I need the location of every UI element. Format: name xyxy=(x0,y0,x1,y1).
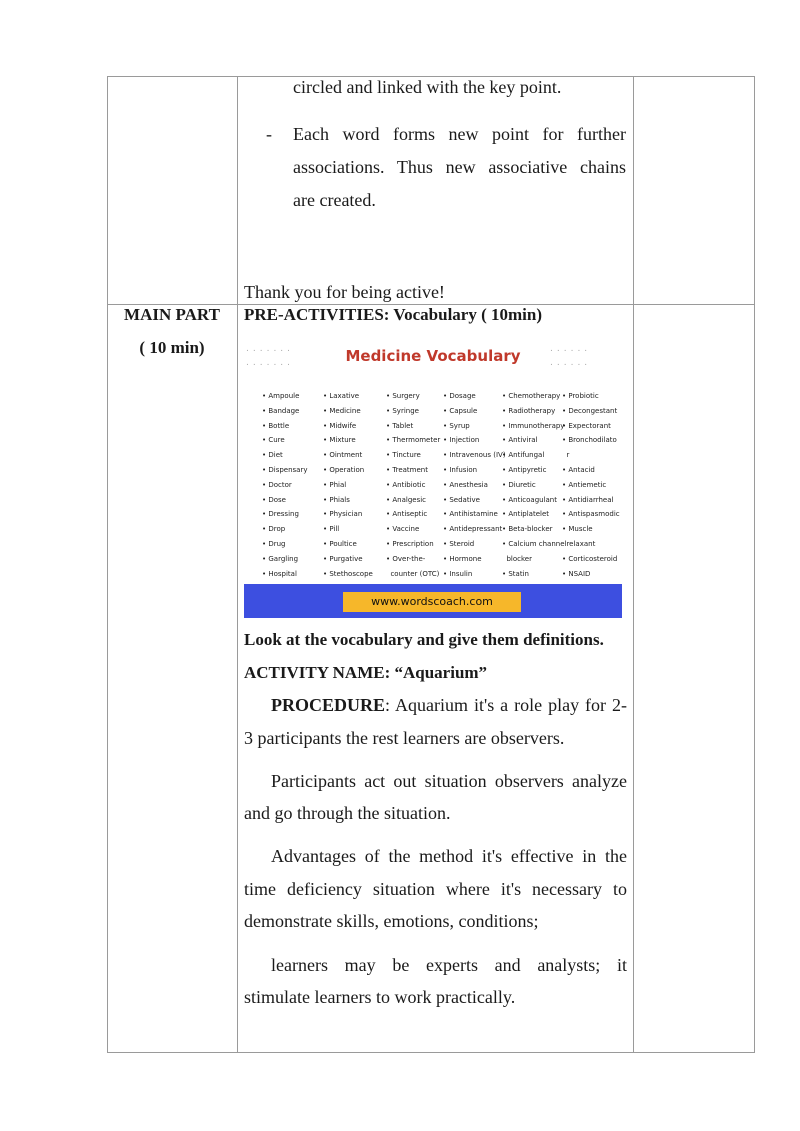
vocab-word: • Bandage xyxy=(262,406,300,415)
vocab-word: • Decongestant xyxy=(562,406,618,415)
vocab-word: • Intravenous (IV) xyxy=(443,451,506,460)
vocab-word: • Thermometer xyxy=(386,436,441,445)
vocab-word: • Phials xyxy=(323,495,350,504)
vocab-column-1 xyxy=(262,389,307,581)
vocab-word: • Bronchodilato xyxy=(562,436,617,445)
vocab-word: • Antidepressant xyxy=(443,525,503,534)
row1-line1: circled and linked with the key point. xyxy=(293,77,562,97)
vocab-word: • Antacid xyxy=(562,465,595,474)
column-divider-2 xyxy=(633,77,634,1052)
vocab-column-4 xyxy=(443,389,506,581)
paragraph3-line2: time deficiency situation where it's necessary to xyxy=(244,879,627,899)
vocab-word: • Pill xyxy=(323,525,340,534)
procedure-label: PROCEDURE xyxy=(271,695,386,715)
vocab-word: • Steroid xyxy=(443,539,475,548)
vocab-word: • Prescription xyxy=(386,539,434,548)
vocab-column-2 xyxy=(323,389,373,581)
vocab-word: • Muscle xyxy=(562,525,593,534)
paragraph3-line1: Advantages of the method it's effective in the xyxy=(271,846,627,866)
vocab-word: • Analgesic xyxy=(386,495,427,504)
vocab-word: • Drop xyxy=(262,525,286,534)
vocab-word: • Dose xyxy=(262,495,286,504)
vocab-word: • Infusion xyxy=(443,465,478,474)
vocab-heading: PRE-ACTIVITIES: Vocabulary ( 10min) xyxy=(244,305,543,324)
vocab-word: • Physician xyxy=(323,510,363,519)
vocab-word: • Antiseptic xyxy=(386,510,428,519)
vocab-word: • Bottle xyxy=(262,421,290,430)
vocab-word: • Calcium channel xyxy=(502,539,567,548)
vocab-word: • Vaccine xyxy=(386,525,420,534)
vocab-column-6 xyxy=(562,389,620,581)
medicine-vocabulary-image: ....... ....... ...... ...... Medicine Vocabulary • Ampoule • Bandage • Bottle • Cure • Diet • Dispensary • Doctor • Dose • Dressing • Drop • Drug • Gargling • Hospital • Laxative • Medicine • Midwife • Mixture • Ointment • Operation • Phial • Phials • Physician • Pill • Poultice • Purgative • Stethoscope • Surgery • Syringe • Tablet • Thermometer • Tincture • Treatment • Antibiotic • Analgesic • Antiseptic • Vaccine • Prescription • Over-the- counter (OTC) • Dosage • Capsule • Syrup • Injection • Intravenous (IV) • Infusion • Anesthesia • Sedative • Antihistamine • Antidepressant • Steroid • Hormone • Insulin • Chemotherapy • Radiotherapy • Immunotherapy • Antiviral • Antifungal • Antipyretic • Diuretic • Anticoagulant • Antiplatelet • Beta-blocker • Calcium channel blocker • Statin • Probiotic • Decongestant • Expectorant • Bronchodilato r • Antacid • Antiemetic • Antidiarrheal • Antispasmodic • Muscle relaxant • Corticosteroid • NSAID www.wordscoach.com xyxy=(244,338,622,618)
vocab-word: • Dispensary xyxy=(262,465,308,474)
vocab-word: • Surgery xyxy=(386,392,420,400)
vocab-word: • Operation xyxy=(323,465,365,474)
vocab-word: • Mixture xyxy=(323,436,356,445)
paragraph3-line3: demonstrate skills, emotions, conditions; xyxy=(244,911,539,931)
vocab-word: • NSAID xyxy=(562,569,591,578)
section-label: MAIN PART xyxy=(124,305,220,324)
vocab-word: • Purgative xyxy=(323,554,363,563)
paragraph2-line1: Participants act out situation observers analyze xyxy=(271,771,627,791)
section-time: ( 10 min) xyxy=(139,338,205,357)
vocab-word: • Cure xyxy=(262,436,285,445)
vocab-word: • Antispasmodic xyxy=(562,510,620,519)
bullet-line3: are created. xyxy=(293,190,376,210)
vocab-word: • Ointment xyxy=(323,451,363,460)
vocab-word: • Diet xyxy=(262,451,283,460)
vocab-word: • Capsule xyxy=(443,406,478,415)
paragraph4-line2: stimulate learners to work practically. xyxy=(244,987,516,1007)
vocab-word: • Gargling xyxy=(262,554,299,563)
vocab-word: • Dosage xyxy=(443,392,476,400)
vocab-word: counter (OTC) xyxy=(386,569,440,578)
vocab-word: • Treatment xyxy=(386,465,428,474)
vocab-word: • Corticosteroid xyxy=(562,554,618,563)
vocab-word: blocker xyxy=(502,554,532,563)
vocab-word: • Stethoscope xyxy=(323,569,373,578)
paragraph4-line1: learners may be experts and analysts; it xyxy=(271,955,627,975)
vocab-word: • Antiemetic xyxy=(562,480,607,489)
procedure-rest: : Aquarium it's a role play for 2- xyxy=(385,695,627,715)
vocab-word: • Poultice xyxy=(323,539,357,548)
vocab-word: • Antipyretic xyxy=(502,465,547,474)
vocab-word: • Anesthesia xyxy=(443,480,488,489)
vocab-word: • Hormone xyxy=(443,554,482,563)
vocab-word: • Statin xyxy=(502,569,529,578)
vocab-word: • Medicine xyxy=(323,406,361,415)
vocab-word: • Antidiarrheal xyxy=(562,495,614,504)
bullet-dash: - xyxy=(266,124,272,144)
vocab-word: • Injection xyxy=(443,436,480,445)
vocab-word: • Antifungal xyxy=(502,451,545,460)
vocab-word: • Drug xyxy=(262,539,286,548)
vocab-word: • Probiotic xyxy=(562,392,599,400)
vocab-word: • Hospital xyxy=(262,569,297,578)
vocab-word: • Tincture xyxy=(386,451,421,460)
vocab-column-3 xyxy=(386,389,440,581)
vocab-word: • Radiotherapy xyxy=(502,406,556,415)
vocab-word: • Chemotherapy xyxy=(502,392,561,400)
vocab-word: • Laxative xyxy=(323,392,360,400)
vocab-word: • Ampoule xyxy=(262,392,300,400)
vocab-word: • Syrup xyxy=(443,421,470,430)
vocab-word: relaxant xyxy=(562,539,596,548)
paragraph2-line2: and go through the situation. xyxy=(244,803,451,823)
procedure-line2: 3 participants the rest learners are observers. xyxy=(244,728,565,748)
vocab-word: • Insulin xyxy=(443,569,473,578)
instruction-text: Look at the vocabulary and give them definitions. xyxy=(244,630,604,649)
vocab-word: • Over-the- xyxy=(386,554,426,563)
vocab-word: • Diuretic xyxy=(502,480,536,489)
vocab-word: • Antibiotic xyxy=(386,480,426,489)
vocab-word: • Dressing xyxy=(262,510,299,519)
vocab-word: • Doctor xyxy=(262,480,292,489)
vocab-url: www.wordscoach.com xyxy=(343,592,521,612)
vocab-word: • Anticoagulant xyxy=(502,495,557,504)
vocab-word: • Beta-blocker xyxy=(502,525,553,534)
vocab-word: • Immunotherapy xyxy=(502,421,565,430)
activity-name: ACTIVITY NAME: “Aquarium” xyxy=(244,663,488,682)
column-divider-1 xyxy=(237,77,238,1052)
procedure-line1 xyxy=(244,689,627,722)
bullet-line2: associations. Thus new associative chains xyxy=(293,157,626,177)
vocab-word: • Phial xyxy=(323,480,347,489)
vocab-word: • Antiviral xyxy=(502,436,538,445)
vocab-title: Medicine Vocabulary xyxy=(345,347,521,365)
vocab-word: • Midwife xyxy=(323,421,357,430)
vocab-word: • Tablet xyxy=(386,421,414,430)
vocab-word: • Expectorant xyxy=(562,421,611,430)
vocab-word: • Syringe xyxy=(386,406,419,415)
vocab-word: • Antihistamine xyxy=(443,510,498,519)
vocab-column-5 xyxy=(502,389,566,581)
bullet-line1: Each word forms new point for further xyxy=(293,124,626,144)
vocab-word: • Sedative xyxy=(443,495,480,504)
vocab-word: r xyxy=(562,451,570,460)
vocab-word: • Antiplatelet xyxy=(502,510,549,519)
closing-text: Thank you for being active! xyxy=(244,282,445,302)
